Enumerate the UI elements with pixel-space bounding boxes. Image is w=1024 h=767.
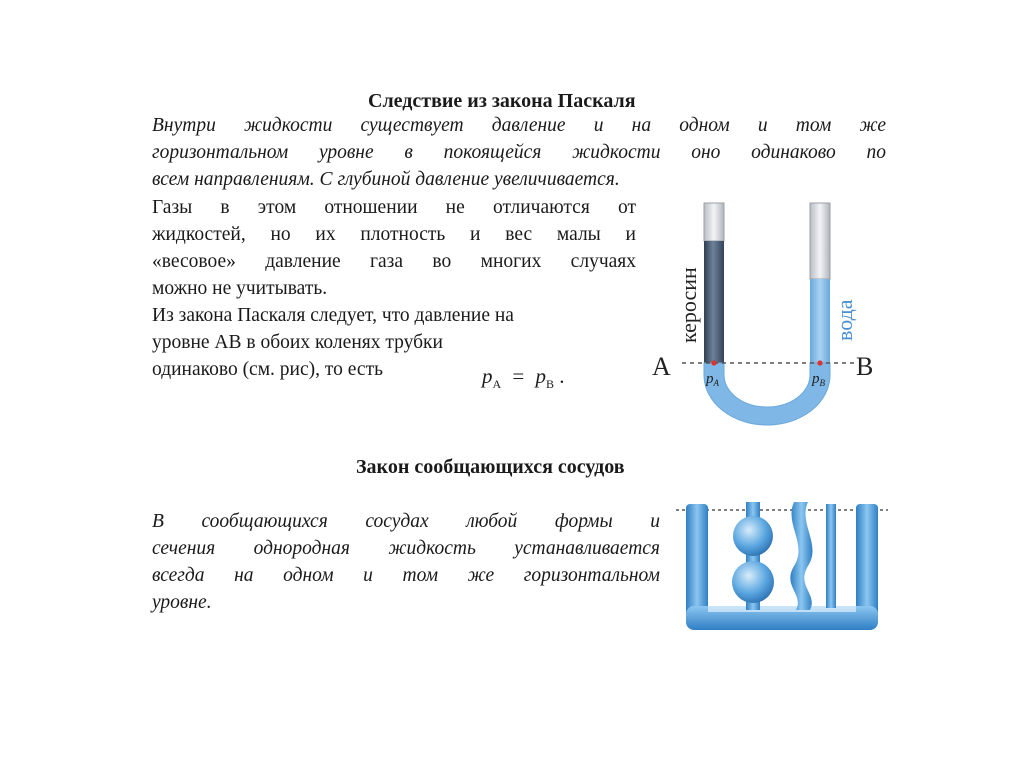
section1-body-paragraph [152, 194, 636, 383]
marker-pb [817, 360, 822, 365]
formula-period: . [559, 364, 565, 388]
italic-line-2: горизонтальном уровне в покоящейся жидкости оно одинаково по [152, 142, 886, 163]
italic-line-3: всем направлениям. С глубиной давление увеличивается. [152, 169, 620, 190]
s2-line-2: сечения однородная жидкость устанавливается [152, 538, 660, 559]
body-line-6: уровне АВ в обоих коленях трубки [152, 332, 443, 353]
label-b: B [856, 352, 874, 381]
vessel-wavy-tube [790, 502, 812, 610]
formula-equals: = [512, 364, 525, 388]
pressure-formula [482, 364, 565, 392]
kerosene-column [704, 241, 724, 363]
section1-italic-paragraph [152, 112, 886, 193]
section2-italic-paragraph [152, 508, 660, 616]
s2-line-4: уровне. [152, 592, 212, 613]
marker-pa [711, 360, 716, 365]
label-pa: $p_A$ [706, 371, 719, 388]
label-kerosene: керосин [676, 267, 701, 343]
section2-title: Закон сообщающихся сосудов [356, 456, 625, 478]
label-pb: $p_B$ [812, 371, 825, 388]
vessel-ball-top [733, 516, 773, 556]
u-tube-figure [640, 195, 890, 435]
vessel-ball-bottom [732, 561, 774, 603]
italic-line-1: Внутри жидкости существует давление и на одном и том же [152, 115, 886, 136]
body-line-4: можно не учитывать. [152, 278, 328, 299]
s2-line-3: всегда на одном и том же горизонтальном [152, 565, 660, 586]
right-tube-glass [810, 203, 830, 279]
body-line-5: Из закона Паскаля следует, что давление на [152, 305, 514, 326]
vessel-narrow-tube [826, 504, 836, 608]
left-tube-glass [704, 203, 724, 241]
formula-pa: $p_A$ [482, 364, 502, 392]
communicating-vessels-figure [676, 494, 888, 640]
label-water: вода [832, 299, 857, 341]
body-line-3: «весовое» давление газа во многих случаях [152, 251, 636, 272]
right-water-column [810, 279, 830, 363]
formula-pb: $p_B$ [535, 364, 555, 392]
label-a: A [652, 352, 671, 381]
section1-title: Следствие из закона Паскаля [368, 90, 636, 112]
body-line-1: Газы в этом отношении не отличаются от [152, 197, 636, 218]
body-line-2: жидкостей, но их плотность и вес малы и [152, 224, 636, 245]
s2-line-1: В сообщающихся сосудах любой формы и [152, 511, 660, 532]
body-line-7: одинаково (см. рис), то есть [152, 359, 383, 380]
